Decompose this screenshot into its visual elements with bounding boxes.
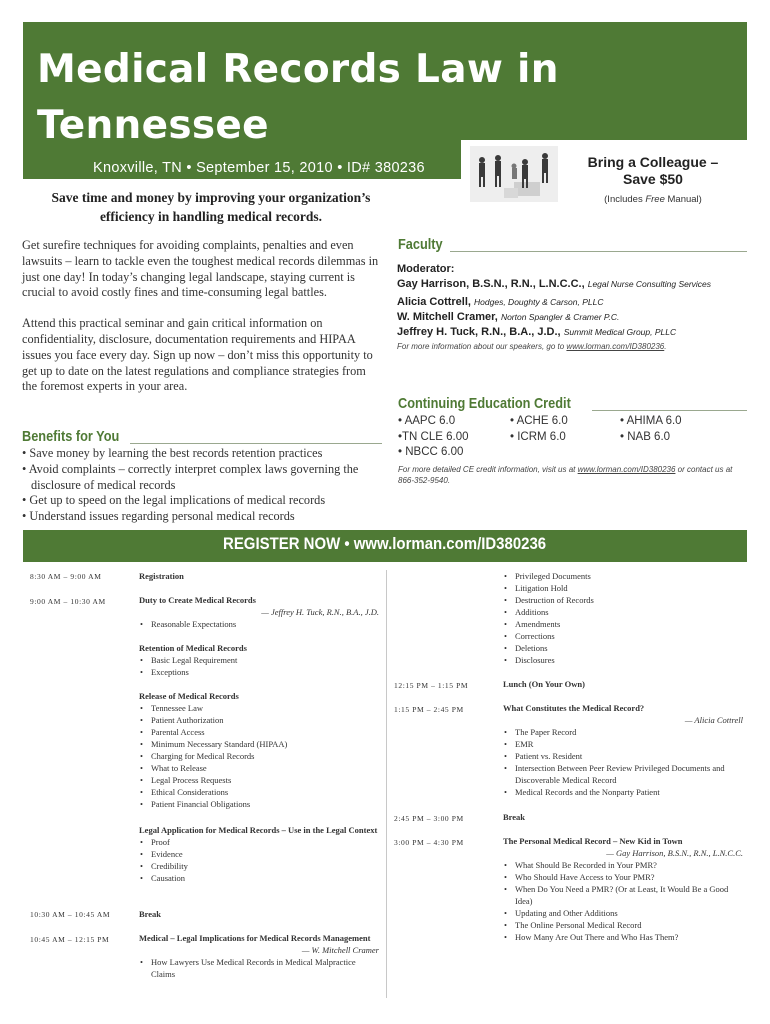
register-text[interactable]: REGISTER NOW • www.lorman.com/ID380236 [223, 534, 547, 553]
agenda-time: 3:00 PM – 4:30 PM [394, 838, 464, 847]
agenda-session [139, 690, 379, 810]
speaker-name: W. Mitchell Cramer, [397, 311, 498, 323]
ce-credit: • AHIMA 6.0 [620, 415, 682, 427]
agenda-time: 10:45 AM – 12:15 PM [30, 935, 110, 944]
agenda-session [503, 811, 743, 823]
agenda-session [503, 678, 743, 690]
speaker-name: Alicia Cottrell, [397, 296, 471, 308]
session-topic: • Patient Authorization [139, 714, 379, 726]
benefit-item: • Save money by learning the best records retention practices [22, 446, 323, 460]
session-topic: • Additions [503, 606, 743, 618]
faculty-speaker [397, 310, 749, 325]
faculty-speaker [397, 295, 749, 310]
colleague-line1: Bring a Colleague – [587, 154, 719, 170]
session-topic: • Evidence [139, 848, 379, 860]
colleague-note-prefix: (Includes [604, 194, 646, 205]
agenda-session [139, 932, 379, 980]
intro-paragraph-2: Attend this practical seminar and gain critical information on confidentiality, disclosure, documentation requirements and HIPAA issues you face every day. Sign up now – don’t miss this opportunity to get up to date on the latest regulations and compliance strategies from the foremost experts in your area. [22, 316, 373, 394]
session-topic: • Amendments [503, 618, 743, 630]
agenda-time: 12:15 PM – 1:15 PM [394, 681, 469, 690]
session-topic: • Deletions [503, 642, 743, 654]
ce-credit: • NAB 6.0 [620, 430, 671, 443]
session-title: Retention of Medical Records [139, 643, 247, 653]
session-topic: • Litigation Hold [503, 582, 743, 594]
ce-column-2 [510, 414, 568, 445]
session-topic: • When Do You Need a PMR? (Or at Least, It Would Be a Good Idea) [503, 883, 743, 907]
session-topic: • EMR [503, 738, 743, 750]
session-topic: • Ethical Considerations [139, 786, 379, 798]
ce-rule [592, 410, 747, 411]
session-topic: • Parental Access [139, 726, 379, 738]
benefits-heading: Benefits for You [22, 428, 120, 445]
event-details: Knoxville, TN • September 15, 2010 • ID# 380236 [93, 160, 425, 176]
ce-note-suffix: or contact us at 866-352-9540. [398, 465, 733, 485]
benefit-item: • Understand issues regarding personal medical records [22, 509, 295, 524]
agenda-time: 2:45 PM – 3:00 PM [394, 814, 464, 823]
session-topic: • Destruction of Records [503, 594, 743, 606]
session-topic: • Privileged Documents [503, 570, 743, 582]
agenda-divider [386, 570, 387, 998]
agenda-session [503, 702, 743, 798]
session-speaker: — Gay Harrison, B.S.N., R.N., L.N.C.C. [606, 848, 743, 858]
session-topic: • Causation [139, 872, 379, 884]
session-title: Legal Application for Medical Records – Use in the Legal Context [139, 825, 378, 835]
faculty-rule [450, 251, 747, 252]
session-speaker: — Alicia Cottrell [684, 715, 743, 725]
intro-paragraph-1: Get surefire techniques for avoiding complaints, penalties and even lawsuits – learn to tackle even the toughest medical records dilemmas in just one day! In today’s changing legal landscape, staying current is crucial to avoid costly fines and time-consuming legal battles. [22, 238, 379, 300]
faculty-more-suffix: . [664, 342, 667, 351]
agenda-session [503, 835, 743, 943]
benefit-item: • Avoid complaints – correctly interpret complex laws governing the disclosure of medical records [22, 461, 359, 492]
faculty-speaker [397, 277, 749, 292]
session-topic: • Proof [139, 836, 379, 848]
session-topic: • Minimum Necessary Standard (HIPAA) [139, 738, 379, 750]
agenda-session [139, 824, 379, 884]
session-title: Break [139, 909, 162, 919]
ce-heading: Continuing Education Credit [398, 395, 571, 412]
speaker-affiliation: Legal Nurse Consulting Services [587, 279, 712, 289]
benefit-item: • Get up to speed on the legal implications of medical records [22, 493, 326, 508]
session-topic: • Charging for Medical Records [139, 750, 379, 762]
session-title: Duty to Create Medical Records [139, 595, 256, 605]
faculty-more-link[interactable]: www.lorman.com/ID380236 [566, 342, 665, 351]
session-title: Registration [139, 571, 184, 581]
moderator-label: Moderator: [397, 263, 455, 275]
speaker-name: Jeffrey H. Tuck, R.N., B.A., J.D., [397, 326, 561, 338]
faculty-heading: Faculty [398, 236, 443, 253]
ce-credit: • ICRM 6.0 [510, 430, 566, 443]
session-topic: • Intersection Between Peer Review Privileged Documents and Discoverable Medical Record [503, 762, 743, 786]
ce-note-link[interactable]: www.lorman.com/ID380236 [577, 465, 676, 474]
agenda-session [503, 570, 743, 666]
session-topic: • Updating and Other Additions [503, 907, 743, 919]
agenda-session [139, 642, 379, 678]
ce-column-1 [398, 414, 469, 461]
register-link[interactable] [23, 534, 747, 554]
colleague-note-free: Free [645, 194, 665, 205]
benefits-list [22, 446, 382, 525]
benefits-rule [130, 443, 382, 444]
session-topic: • Patient Financial Obligations [139, 798, 379, 810]
session-speaker: — W. Mitchell Cramer [301, 945, 379, 955]
session-topic: • Who Should Have Access to Your PMR? [503, 871, 743, 883]
session-topic: • Credibility [139, 860, 379, 872]
session-title: The Personal Medical Record – New Kid in Town [503, 836, 683, 846]
session-title: Release of Medical Records [139, 691, 239, 701]
agenda-session [139, 908, 379, 920]
speaker-affiliation: Hodges, Doughty & Carson, PLLC [474, 297, 604, 307]
session-topic: • How Lawyers Use Medical Records in Medical Malpractice Claims [139, 956, 379, 980]
session-topic: • What to Release [139, 762, 379, 774]
speaker-affiliation: Norton Spangler & Cramer P.C. [500, 312, 620, 322]
page-title: Medical Records Law in Tennessee [37, 47, 559, 148]
session-topic: • Medical Records and the Nonparty Patient [503, 786, 743, 798]
session-topic: • How Many Are Out There and Who Has Them? [503, 931, 743, 943]
business-people-illustration [470, 146, 558, 202]
speaker-name: Gay Harrison, B.S.N., R.N., L.N.C.C., [397, 278, 585, 290]
session-topic: • What Should Be Recorded in Your PMR? [503, 859, 743, 871]
session-speaker: — Jeffrey H. Tuck, R.N., B.A., J.D. [261, 607, 379, 617]
intro-text [22, 238, 380, 410]
tagline: Save time and money by improving your organization’s efficiency in handling medical records. [51, 190, 371, 224]
session-topic: • Corrections [503, 630, 743, 642]
session-topic: • Exceptions [139, 666, 379, 678]
agenda-time: 9:00 AM – 10:30 AM [30, 597, 106, 606]
ce-note [398, 464, 748, 486]
speaker-affiliation: Summit Medical Group, PLLC [563, 327, 677, 337]
session-topic: • The Paper Record [503, 726, 743, 738]
session-topic: • Reasonable Expectations [139, 618, 379, 630]
colleague-note-suffix: Manual) [664, 194, 702, 205]
faculty-speaker [397, 325, 749, 340]
agenda-time: 8:30 AM – 9:00 AM [30, 572, 102, 581]
ce-credit: • AAPC 6.0 [398, 415, 456, 427]
session-title: Break [503, 812, 526, 822]
ce-credit: • ACHE 6.0 [510, 415, 568, 427]
faculty-list [397, 262, 749, 353]
session-topic: • The Online Personal Medical Record [503, 919, 743, 931]
colleague-line2: Save $50 [623, 171, 683, 187]
agenda-session [139, 594, 379, 630]
ce-credit: •TN CLE 6.00 [398, 430, 469, 443]
session-title: What Constitutes the Medical Record? [503, 703, 645, 713]
ce-column-3 [620, 414, 682, 445]
faculty-more-info [397, 341, 749, 353]
ce-note-prefix: For more detailed CE credit information, visit us at [398, 465, 578, 474]
session-topic: • Disclosures [503, 654, 743, 666]
agenda-time: 10:30 AM – 10:45 AM [30, 910, 111, 919]
session-title: Medical – Legal Implications for Medical Records Management [139, 933, 371, 943]
session-title: Lunch (On Your Own) [503, 679, 585, 689]
session-topic: • Patient vs. Resident [503, 750, 743, 762]
colleague-note [560, 194, 746, 205]
ce-credit: • NBCC 6.00 [398, 446, 464, 458]
register-bar[interactable] [23, 530, 747, 562]
agenda-session [139, 570, 379, 582]
faculty-more-prefix: For more information about our speakers, go to [397, 342, 567, 351]
session-topic: • Basic Legal Requirement [139, 654, 379, 666]
session-topic: • Tennessee Law [139, 702, 379, 714]
session-topic: • Legal Process Requests [139, 774, 379, 786]
agenda-time: 1:15 PM – 2:45 PM [394, 705, 464, 714]
colleague-offer [560, 154, 746, 188]
